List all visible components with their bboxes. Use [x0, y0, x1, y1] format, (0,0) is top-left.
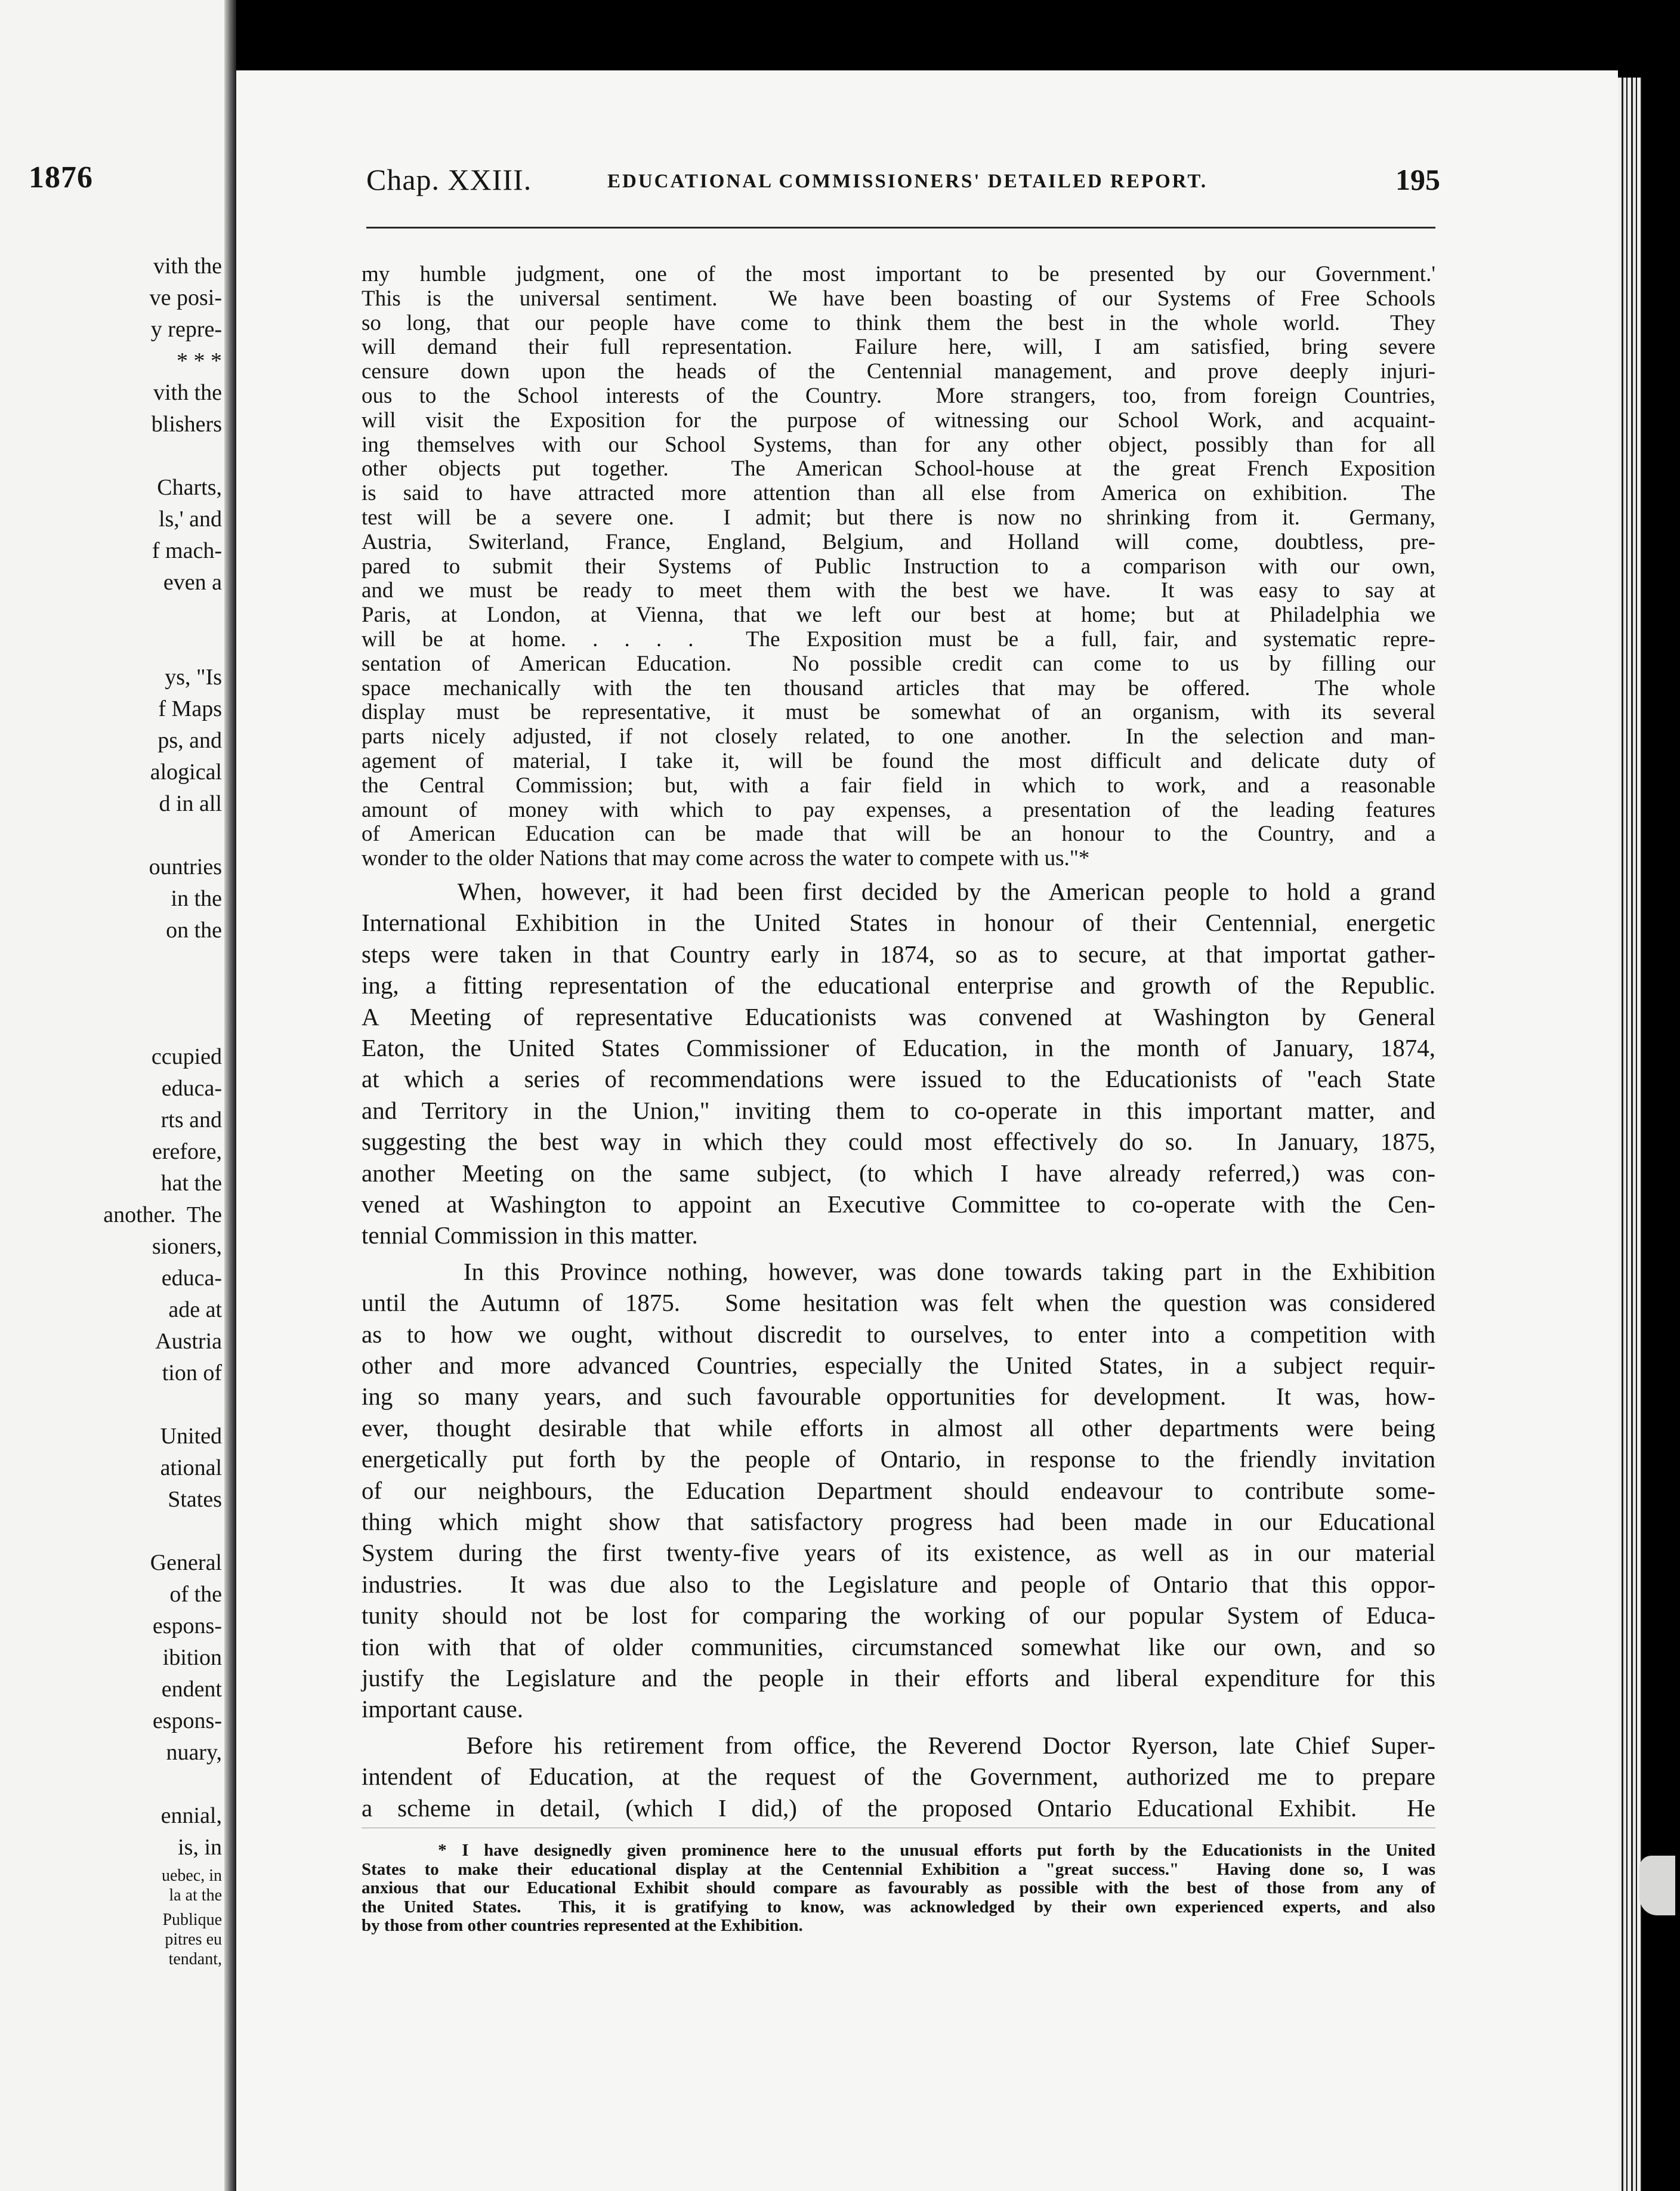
body-text — [362, 263, 1435, 1823]
paragraph-line: vened at Washington to appoint an Executive Committee to co-operate with the Cen- — [362, 1190, 1435, 1218]
previous-page-line: educa- — [161, 1266, 222, 1291]
quote-line: and we must be ready to meet them with the best we have. It was easy to say at — [362, 578, 1435, 603]
previous-page-line: y repre- — [150, 317, 222, 342]
previous-page-line: endent — [161, 1677, 222, 1702]
paragraph-line: When, however, it had been first decided by the American people to hold a grand — [362, 877, 1435, 905]
footnote-line: * I have designedly given prominence here to the unusual efforts put forth by the Educationists in the United — [362, 1841, 1435, 1860]
previous-page-line: ps, and — [158, 728, 222, 753]
quote-line: censure down upon the heads of the Centennial management, and prove deeply injuri- — [362, 359, 1435, 384]
paragraph-line: suggesting the best way in which they could most effectively do so. In January, 1875, — [362, 1128, 1435, 1156]
paragraphs — [362, 871, 1435, 1823]
previous-page-line: ve posi- — [149, 285, 222, 310]
quote-line: of American Education can be made that will be an honour to the Country, and a — [362, 822, 1435, 847]
previous-page-line — [7, 630, 222, 662]
previous-page-line: Charts, — [157, 475, 222, 500]
paragraph-line: energetically put forth by the people of Ontario, in response to the friendly invitation — [362, 1445, 1435, 1473]
paragraph — [362, 1256, 1435, 1725]
paragraph-line: System during the first twenty-five years of its existence, as well as in our material — [362, 1539, 1435, 1567]
paragraph-line: important cause. — [362, 1695, 523, 1723]
quote-line: This is the universal sentiment. We have been boasting of our Systems of Free Schools — [362, 286, 1435, 311]
previous-page-line: d in all — [159, 791, 222, 816]
footnote — [362, 1841, 1435, 1936]
previous-page-line: alogical — [150, 760, 222, 785]
previous-page-line: Austria — [155, 1329, 222, 1354]
footnote-line: the United States. This, it is gratifying to know, was acknowledged by their own experienced experts, and also — [362, 1897, 1435, 1917]
quote-line: wonder to the older Nations that may come across the water to compete with us."* — [362, 846, 1090, 871]
page-edge-tab — [1639, 1856, 1675, 1915]
previous-page-line: hat the — [160, 1171, 222, 1196]
quote-line: will demand their full representation. Failure here, will, I am satisfied, bring severe — [362, 335, 1435, 360]
header-rule — [366, 227, 1435, 229]
chapter-label: Chap. XXIII. — [366, 163, 532, 196]
quote-line: ing themselves with our School Systems, than for any other object, possibly than for all — [362, 432, 1435, 457]
previous-page-line: erefore, — [152, 1139, 222, 1164]
quote-line: parts nicely adjusted, if not closely related, to one another. In the selection and man- — [362, 724, 1435, 749]
previous-page-line: sioners, — [152, 1234, 222, 1259]
paragraph — [362, 1730, 1435, 1823]
footnote-line: anxious that our Educational Exhibit should compare as favourably as possible with the best of those from any of — [362, 1878, 1435, 1897]
previous-page-line: f mach- — [152, 538, 222, 563]
paragraph-line: Eaton, the United States Commissioner of Education, in the month of January, 1874, — [362, 1033, 1435, 1061]
paragraph-line: ever, thought desirable that while efforts in almost all other departments were being — [362, 1414, 1435, 1442]
paragraph-line: of our neighbours, the Education Department should endeavour to contribute some- — [362, 1476, 1435, 1504]
paragraph-line: and Territory in the Union," inviting them to co-operate in this important matter, and — [362, 1096, 1435, 1124]
previous-page-line — [7, 820, 222, 851]
paragraph-line: International Exhibition in the United States in honour of their Centennial, energetic — [362, 909, 1435, 937]
paragraph-line: tunity should not be lost for comparing the working of our popular System of Educa- — [362, 1601, 1435, 1630]
previous-page-line — [7, 598, 222, 630]
previous-page-line: educa- — [161, 1076, 222, 1101]
quoted-passage — [362, 263, 1435, 871]
page-number: 195 — [1395, 163, 1440, 196]
paragraph-line: thing which might show that satisfactory progress had been made in our Educational — [362, 1508, 1435, 1536]
previous-page-line: nuary, — [166, 1740, 222, 1765]
previous-page-line — [7, 978, 222, 1010]
previous-page-line: General — [150, 1550, 222, 1575]
previous-page-line: f Maps — [158, 696, 222, 721]
previous-page-line: ennial, — [160, 1803, 222, 1828]
previous-page-line: espons- — [152, 1613, 222, 1638]
footnote-line: by those from other countries represented at the Exhibition. — [362, 1916, 803, 1935]
previous-page-line: ational — [160, 1455, 222, 1480]
quote-line: the Central Commission; but, with a fair field in which to work, and a reasonable — [362, 773, 1435, 798]
paragraph-line: another Meeting on the same subject, (to which I have already referred,) was con- — [362, 1159, 1435, 1187]
paragraph-line: justify the Legislature and the people in their efforts and liberal expenditure for this — [362, 1664, 1435, 1692]
paragraph — [362, 876, 1435, 1251]
paragraph-line: a scheme in detail, (which I did,) of the proposed Ontario Educational Exhibit. He — [362, 1794, 1435, 1822]
previous-page-line — [7, 440, 222, 472]
previous-page-line: of the — [169, 1582, 222, 1607]
quote-line: agement of material, I take it, will be found the most difficult and delicate duty of — [362, 748, 1435, 773]
quote-line: test will be a severe one. I admit; but there is now no shrinking from it. Germany, — [362, 505, 1435, 530]
paragraph-line: tennial Commission in this matter. — [362, 1221, 698, 1249]
previous-page-line: ls,' and — [158, 507, 222, 532]
quote-line: so long, that our people have come to think them the best in the whole world. They — [362, 310, 1435, 335]
previous-page-line: on the — [166, 918, 222, 943]
previous-page-line: vith the — [153, 380, 222, 405]
paragraph-line: Before his retirement from office, the Reverend Doctor Ryerson, late Chief Super- — [362, 1731, 1435, 1759]
quote-line: amount of money with which to pay expenses, a presentation of the leading features — [362, 797, 1435, 822]
paragraph-line: intendent of Education, at the request of the Government, authorized me to prepare — [362, 1763, 1435, 1791]
previous-page-line: ccupied — [151, 1044, 222, 1069]
paragraph-line: other and more advanced Countries, especially the United States, in a subject requir- — [362, 1351, 1435, 1380]
previous-page-line: even a — [163, 570, 222, 595]
previous-page-line: blishers — [151, 412, 222, 437]
quote-line: will visit the Exposition for the purpose of witnessing our School Work, and acquaint- — [362, 408, 1435, 433]
previous-page-footnote-line: Publique — [162, 1911, 222, 1929]
previous-page-footnote-line: la at the — [169, 1886, 222, 1905]
quote-line: Austria, Switerland, France, England, Belgium, and Holland will come, doubtless, pre- — [362, 529, 1435, 554]
running-header — [366, 162, 1440, 204]
previous-page-line: vith the — [153, 254, 222, 279]
previous-page-line — [7, 1389, 222, 1421]
previous-page-line: States — [168, 1487, 222, 1512]
previous-page-line: ibition — [162, 1645, 222, 1670]
previous-page-line: ountries — [149, 854, 222, 880]
quote-line: is said to have attracted more attention than all else from America on exhibition. The — [362, 481, 1435, 506]
quote-line: sentation of American Education. No possible credit can come to us by filling our — [362, 651, 1435, 676]
paragraph-line: A Meeting of representative Educationists was convened at Washington by General — [362, 1002, 1435, 1030]
quote-line: Paris, at London, at Vienna, that we left our best at home; but at Philadelphia we — [362, 603, 1435, 628]
paragraph-line: tion with that of older communities, circumstanced somewhat like our own, and so — [362, 1633, 1435, 1661]
quote-line: ous to the School interests of the Country. More strangers, too, from foreign Countries, — [362, 383, 1435, 408]
paragraph-line: at which a series of recommendations were issued to the Educationists of "each State — [362, 1065, 1435, 1093]
paragraph-line: ing, a fitting representation of the educational enterprise and growth of the Republic. — [362, 971, 1435, 999]
book-gutter — [224, 0, 236, 2191]
quote-line: display must be representative, it must be somewhat of an organism, with its several — [362, 700, 1435, 725]
quote-line: space mechanically with the ten thousand articles that may be offered. The whole — [362, 675, 1435, 700]
previous-page-footnote-line: tendant, — [168, 1950, 222, 1968]
previous-page-line — [7, 946, 222, 978]
quote-line: other objects put together. The American School-house at the great French Exposition — [362, 456, 1435, 482]
previous-page-line — [7, 1516, 222, 1547]
previous-page-number: 1876 — [29, 161, 93, 195]
previous-page-text — [7, 251, 222, 1969]
previous-page-line: espons- — [152, 1708, 222, 1733]
quote-line: will be at home. . . . . The Exposition must be a full, fair, and systematic repre- — [362, 627, 1435, 652]
previous-page-line — [7, 1769, 222, 1800]
page-edges — [1618, 78, 1642, 2191]
previous-page-line: in the — [171, 886, 222, 911]
paragraph-line: industries. It was due also to the Legislature and people of Ontario that this oppor- — [362, 1570, 1435, 1598]
paragraph-line: until the Autumn of 1875. Some hesitation was felt when the question was considered — [362, 1289, 1435, 1317]
previous-page-line: * * * — [177, 348, 222, 374]
previous-page-line: another. The — [103, 1202, 222, 1227]
paragraph-line: In this Province nothing, however, was done towards taking part in the Exhibition — [362, 1257, 1435, 1285]
previous-page-fragment — [0, 0, 224, 2191]
previous-page-footnote-line — [7, 1905, 222, 1910]
paragraph-line: as to how we ought, without discredit to ourselves, to enter into a competition with — [362, 1320, 1435, 1348]
paragraph-line: steps were taken in that Country early in 1874, so as to secure, at that importat gather- — [362, 940, 1435, 968]
previous-page-line: is, in — [178, 1835, 222, 1860]
running-title: EDUCATIONAL COMMISSIONERS' DETAILED REPORT. — [607, 171, 1208, 192]
previous-page-line: ys, "Is — [165, 665, 222, 690]
previous-page-footnote-line: uebec, in — [161, 1866, 222, 1885]
previous-page-line: ade at — [168, 1297, 222, 1322]
previous-page-line: tion of — [162, 1360, 222, 1385]
scan-speck — [1217, 18, 1235, 36]
footnote-line: States to make their educational display at the Centennial Exhibition a "great success." Having done so, I was — [362, 1859, 1435, 1879]
previous-page-line: United — [160, 1424, 222, 1449]
quote-line: pared to submit their Systems of Public Instruction to a comparison with our own, — [362, 554, 1435, 579]
previous-page-footnote-line: pitres eu — [165, 1930, 222, 1949]
quote-line: my humble judgment, one of the most important to be presented by our Government.' — [362, 262, 1435, 286]
paragraph-line: ing so many years, and such favourable opportunities for development. It was, how- — [362, 1383, 1435, 1411]
previous-page-line — [7, 1010, 222, 1041]
previous-page-line: rts and — [160, 1107, 222, 1132]
